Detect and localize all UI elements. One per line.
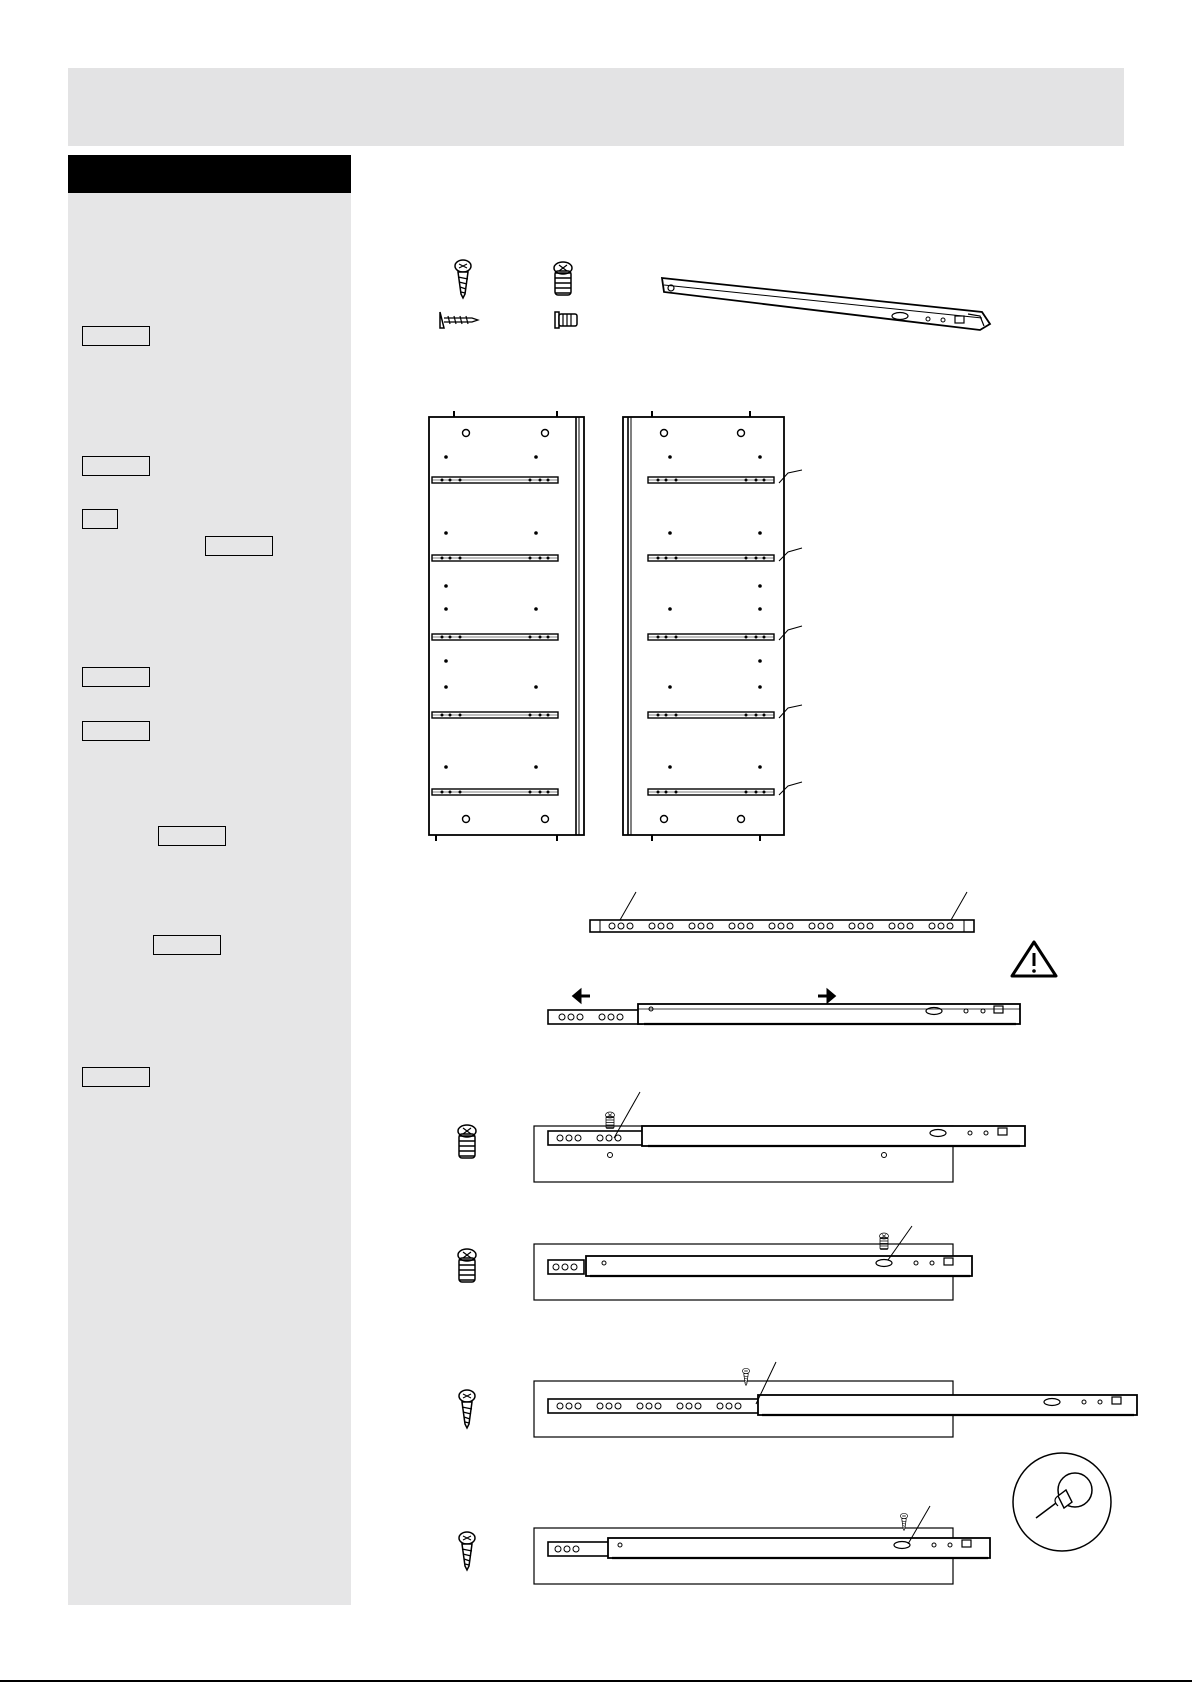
- screw-icon: [455, 260, 471, 298]
- euro-screw-side-icon: [555, 312, 577, 328]
- runner-fitting-step-1: [458, 1092, 1025, 1182]
- runner-extended: [548, 991, 1020, 1024]
- screw-side-icon: [440, 312, 478, 328]
- drawer-runner: [662, 278, 990, 330]
- runner-top-view: [590, 892, 974, 932]
- right-side-panel: [623, 411, 802, 841]
- screwdriver-detail: [1013, 1453, 1111, 1551]
- euro-screw-icon: [554, 262, 572, 295]
- runner-fitting-step-3: [459, 1362, 1137, 1437]
- runner-fitting-step-2: [458, 1226, 972, 1300]
- footer-rule: [0, 1680, 1192, 1682]
- runner-fitting-step-4: [459, 1506, 990, 1584]
- warning-triangle-icon: [1012, 942, 1056, 976]
- left-side-panel: [429, 411, 584, 841]
